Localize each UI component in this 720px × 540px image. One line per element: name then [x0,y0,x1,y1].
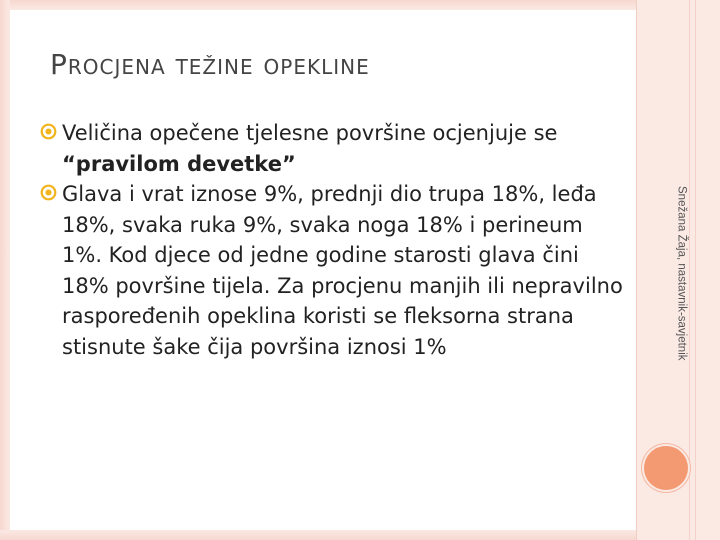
frame-top [0,0,720,10]
slide-title: Procjena težine opekline [50,48,370,81]
bullet-text: Glava i vrat iznose 9%, prednji dio trupa 18%, leđa 18%, svaka ruka 9%, svaka noga 18% i perineum 1%. Kod djece od jedne godine starosti glava čini 18% površine tijela. Za procjenu manjih ili nepravilno raspoređenih opeklina koristi se fleksorna strana stisnute šake čija površina iznosi 1% [62,182,623,359]
orange-circle-icon [644,446,688,490]
frame-bottom [0,530,720,540]
footer-author: Snežana Žaja, nastavnik-savjetnik [675,186,688,361]
frame-left [0,0,10,540]
sidebar-rule [689,0,690,540]
sidebar-rule [695,0,696,540]
bullet-text-bold: “pravilom devetke” [62,151,296,176]
bullet-text: Veličina opečene tjelesne površine ocjenjuje se [62,121,558,145]
circle-bullet-icon [40,123,57,140]
bullet-item [36,118,626,179]
slide-content [36,118,626,362]
circle-bullet-icon [40,184,57,201]
bullet-item [36,179,626,362]
